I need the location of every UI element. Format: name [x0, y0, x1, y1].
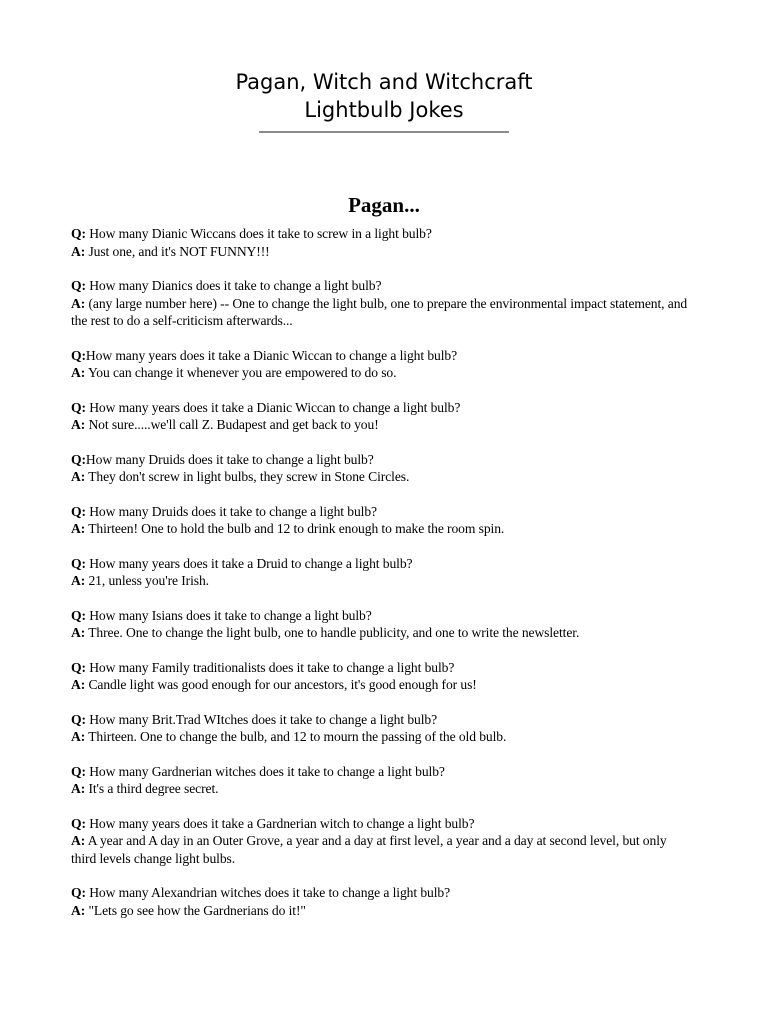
- answer-line: [71, 624, 691, 642]
- title-divider: [259, 131, 509, 133]
- answer-line: [71, 902, 691, 920]
- question-text: How many Brit.Trad WItches does it take to change a light bulb?: [85, 711, 438, 727]
- answer-text: It's a third degree secret.: [85, 781, 219, 796]
- answer-line: [71, 520, 691, 538]
- question-label: Q:: [71, 399, 86, 415]
- answer-line: [71, 572, 691, 590]
- joke-item: [71, 347, 691, 382]
- question-label: Q:: [71, 347, 86, 363]
- answer-text: Candle light was good enough for our ancestors, it's good enough for us!: [85, 677, 477, 692]
- joke-item: [71, 277, 691, 330]
- answer-label: A:: [71, 677, 86, 692]
- joke-item: [71, 451, 691, 486]
- question-label: Q:: [71, 226, 86, 241]
- title-line-2: Lightbulb Jokes: [304, 98, 464, 122]
- answer-label: A:: [71, 243, 86, 259]
- question-label: Q:: [71, 451, 86, 467]
- joke-item: [71, 399, 691, 434]
- question-line: [71, 503, 691, 521]
- question-text: How many Druids does it take to change a light bulb?: [85, 451, 374, 467]
- answer-text: Thirteen! One to hold the bulb and 12 to drink enough to make the room spin.: [85, 521, 505, 536]
- answer-label: A:: [71, 902, 86, 918]
- question-label: Q:: [71, 278, 86, 293]
- question-text: How many Dianic Wiccans does it take to screw in a light bulb?: [85, 226, 432, 241]
- question-label: Q:: [71, 711, 86, 727]
- question-line: [71, 711, 691, 729]
- question-text: How many years does it take a Dianic Wiccan to change a light bulb?: [85, 399, 461, 415]
- question-label: Q:: [71, 763, 86, 779]
- answer-line: [71, 728, 691, 746]
- question-text: How many years does it take a Gardnerian witch to change a light bulb?: [85, 815, 475, 831]
- question-line: [71, 763, 691, 781]
- answer-label: A:: [71, 729, 86, 744]
- joke-item: [71, 607, 691, 642]
- question-line: [71, 884, 691, 902]
- question-line: [71, 659, 691, 677]
- answer-text: Three. One to change the light bulb, one to handle publicity, and one to write the newsletter.: [85, 625, 580, 640]
- answer-label: A:: [71, 833, 86, 848]
- answer-label: A:: [71, 469, 86, 484]
- answer-text: (any large number here) -- One to change the light bulb, one to prepare the environmental impact statement, and the rest to do a self-criticism afterwards...: [71, 295, 688, 328]
- answer-text: Thirteen. One to change the bulb, and 12 to mourn the passing of the old bulb.: [85, 729, 507, 744]
- answer-text: Just one, and it's NOT FUNNY!!!: [85, 243, 270, 259]
- question-line: [71, 607, 691, 625]
- answer-text: A year and A day in an Outer Grove, a year and a day at first level, a year and a day at second level, but only third levels change light bulbs.: [71, 833, 667, 866]
- joke-item: [71, 555, 691, 590]
- question-line: [71, 277, 691, 295]
- answer-label: A:: [71, 295, 86, 311]
- document-title: [0, 68, 768, 124]
- question-text: How many Gardnerian witches does it take to change a light bulb?: [85, 763, 445, 779]
- question-text: How many Dianics does it take to change a light bulb?: [85, 278, 382, 293]
- joke-item: [71, 815, 691, 868]
- answer-label: A:: [71, 573, 86, 588]
- answer-label: A:: [71, 781, 86, 796]
- answer-text: "Lets go see how the Gardnerians do it!": [85, 902, 306, 918]
- answer-line: [71, 780, 691, 798]
- question-line: [71, 399, 691, 417]
- answer-line: [71, 468, 691, 486]
- question-label: Q:: [71, 555, 86, 571]
- joke-item: [71, 711, 691, 746]
- answer-text: They don't screw in light bulbs, they screw in Stone Circles.: [85, 469, 410, 484]
- question-text: How many Alexandrian witches does it take to change a light bulb?: [85, 885, 451, 900]
- question-text: How many years does it take a Druid to change a light bulb?: [85, 555, 413, 571]
- question-line: [71, 555, 691, 573]
- answer-line: [71, 676, 691, 694]
- answer-line: [71, 243, 691, 261]
- answer-line: [71, 364, 691, 382]
- question-line: [71, 225, 691, 243]
- question-text: How many Druids does it take to change a light bulb?: [85, 503, 377, 519]
- question-label: Q:: [71, 607, 86, 623]
- question-text: How many Family traditionalists does it take to change a light bulb?: [85, 659, 455, 675]
- answer-label: A:: [71, 625, 86, 640]
- joke-list: [71, 225, 691, 936]
- question-text: How many years does it take a Dianic Wiccan to change a light bulb?: [85, 347, 458, 363]
- question-line: [71, 451, 691, 469]
- question-label: Q:: [71, 815, 86, 831]
- answer-label: A:: [71, 365, 86, 380]
- answer-text: Not sure.....we'll call Z. Budapest and get back to you!: [85, 417, 379, 432]
- joke-item: [71, 884, 691, 919]
- joke-item: [71, 659, 691, 694]
- section-heading: Pagan...: [348, 193, 420, 217]
- question-line: [71, 347, 691, 365]
- question-text: How many Isians does it take to change a light bulb?: [85, 607, 372, 623]
- answer-line: [71, 295, 691, 330]
- question-line: [71, 815, 691, 833]
- joke-item: [71, 763, 691, 798]
- answer-line: [71, 416, 691, 434]
- answer-text: 21, unless you're Irish.: [85, 573, 209, 588]
- answer-label: A:: [71, 417, 86, 432]
- answer-text: You can change it whenever you are empowered to do so.: [85, 365, 397, 380]
- title-line-1: Pagan, Witch and Witchcraft: [235, 70, 533, 94]
- answer-line: [71, 832, 691, 867]
- question-label: Q:: [71, 503, 86, 519]
- joke-item: [71, 503, 691, 538]
- question-label: Q:: [71, 659, 86, 675]
- question-label: Q:: [71, 885, 86, 900]
- joke-item: [71, 225, 691, 260]
- answer-label: A:: [71, 521, 86, 536]
